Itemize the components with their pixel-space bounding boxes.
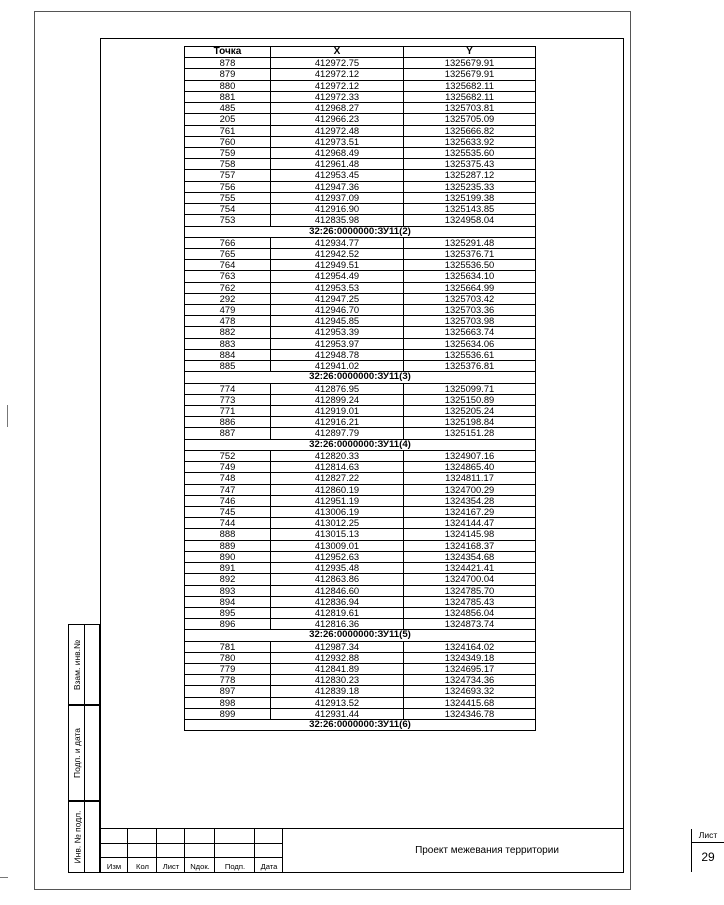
y-cell: 1324865.40	[404, 462, 536, 473]
point-cell: 885	[185, 361, 271, 372]
y-cell: 1325198.84	[404, 417, 536, 428]
x-cell: 412945.85	[271, 316, 404, 327]
x-cell: 412839.18	[271, 686, 404, 697]
table-row	[185, 338, 536, 349]
table-row	[185, 540, 536, 551]
x-cell: 412972.12	[271, 80, 404, 91]
y-cell: 1325682.11	[404, 91, 536, 102]
side-label-vzam	[70, 624, 84, 705]
x-cell: 412947.36	[271, 181, 404, 192]
table-header-row	[185, 47, 536, 58]
x-cell: 412942.52	[271, 248, 404, 259]
x-cell: 412827.22	[271, 473, 404, 484]
point-cell: 762	[185, 282, 271, 293]
point-cell: 895	[185, 607, 271, 618]
table-row	[185, 697, 536, 708]
x-cell: 412816.36	[271, 619, 404, 630]
section-header-row	[185, 439, 536, 450]
x-cell: 412952.63	[271, 551, 404, 562]
x-cell: 412987.34	[271, 641, 404, 652]
y-cell: 1324415.68	[404, 697, 536, 708]
table-row	[185, 248, 536, 259]
table-row	[185, 619, 536, 630]
x-cell: 412932.88	[271, 652, 404, 663]
tb-col-kol: Кол	[136, 862, 149, 871]
table-row	[185, 563, 536, 574]
table-row	[185, 428, 536, 439]
point-cell: 891	[185, 563, 271, 574]
table-row	[185, 282, 536, 293]
point-cell: 881	[185, 91, 271, 102]
y-cell: 1325205.24	[404, 406, 536, 417]
x-cell: 412961.48	[271, 159, 404, 170]
table-row	[185, 316, 536, 327]
x-cell: 412966.23	[271, 114, 404, 125]
x-cell: 413015.13	[271, 529, 404, 540]
section-title: 32:26:0000000:ЗУ11(6)	[185, 720, 536, 731]
x-cell: 412973.51	[271, 136, 404, 147]
section-header-row	[185, 372, 536, 383]
table-row	[185, 652, 536, 663]
y-cell: 1325663.74	[404, 327, 536, 338]
point-cell: 884	[185, 349, 271, 360]
table-row	[185, 136, 536, 147]
y-cell: 1325634.10	[404, 271, 536, 282]
sheet-number: 29	[701, 850, 715, 864]
x-cell: 412819.61	[271, 607, 404, 618]
x-cell: 412968.49	[271, 147, 404, 158]
section-header-row	[185, 630, 536, 641]
y-cell: 1324354.28	[404, 495, 536, 506]
x-cell: 412953.53	[271, 282, 404, 293]
y-cell: 1325703.42	[404, 293, 536, 304]
table-row	[185, 361, 536, 372]
point-cell: 894	[185, 596, 271, 607]
x-cell: 412972.75	[271, 58, 404, 69]
y-cell: 1324907.16	[404, 450, 536, 461]
x-cell: 412972.48	[271, 125, 404, 136]
section-title: 32:26:0000000:ЗУ11(3)	[185, 372, 536, 383]
y-cell: 1325376.71	[404, 248, 536, 259]
table-row	[185, 585, 536, 596]
inv-podl-label: Инв. № подл.	[72, 810, 83, 864]
point-cell: 779	[185, 664, 271, 675]
point-cell: 744	[185, 518, 271, 529]
y-cell: 1324354.68	[404, 551, 536, 562]
y-cell: 1324167.29	[404, 506, 536, 517]
table-row	[185, 708, 536, 719]
point-cell: 479	[185, 305, 271, 316]
y-cell: 1324700.04	[404, 574, 536, 585]
point-cell: 890	[185, 551, 271, 562]
point-cell: 893	[185, 585, 271, 596]
table-row	[185, 596, 536, 607]
table-row	[185, 260, 536, 271]
point-cell: 886	[185, 417, 271, 428]
table-row	[185, 406, 536, 417]
point-cell: 889	[185, 540, 271, 551]
point-cell: 756	[185, 181, 271, 192]
table-row	[185, 349, 536, 360]
x-cell: 412947.25	[271, 293, 404, 304]
y-cell: 1324145.98	[404, 529, 536, 540]
tb-col-podp: Подп.	[224, 862, 246, 871]
point-cell: 754	[185, 204, 271, 215]
y-cell: 1325199.38	[404, 192, 536, 203]
vzam-inv-label: Взам. инв.№	[72, 639, 82, 690]
y-cell: 1324144.47	[404, 518, 536, 529]
y-cell: 1325682.11	[404, 80, 536, 91]
tb-col-ndok: Nдок.	[190, 862, 210, 871]
point-cell: 892	[185, 574, 271, 585]
point-cell: 765	[185, 248, 271, 259]
point-cell: 749	[185, 462, 271, 473]
table-row	[185, 159, 536, 170]
x-cell: 412931.44	[271, 708, 404, 719]
y-cell: 1324734.36	[404, 675, 536, 686]
section-title: 32:26:0000000:ЗУ11(5)	[185, 630, 536, 641]
y-cell: 1324349.18	[404, 652, 536, 663]
y-cell: 1325633.92	[404, 136, 536, 147]
table-row	[185, 58, 536, 69]
y-cell: 1325143.85	[404, 204, 536, 215]
section-header-row	[185, 226, 536, 237]
point-cell: 887	[185, 428, 271, 439]
tb-col-data: Дата	[260, 862, 278, 871]
x-cell: 412899.24	[271, 394, 404, 405]
sheet-label: Лист	[692, 829, 724, 843]
x-cell: 412954.49	[271, 271, 404, 282]
point-cell: 771	[185, 406, 271, 417]
y-cell: 1324421.41	[404, 563, 536, 574]
point-cell: 898	[185, 697, 271, 708]
x-cell: 412953.39	[271, 327, 404, 338]
table-row	[185, 327, 536, 338]
y-cell: 1324856.04	[404, 607, 536, 618]
x-cell: 412972.12	[271, 69, 404, 80]
x-cell: 412935.48	[271, 563, 404, 574]
x-cell: 413009.01	[271, 540, 404, 551]
y-cell: 1325679.91	[404, 58, 536, 69]
point-cell: 766	[185, 237, 271, 248]
y-cell: 1324695.17	[404, 664, 536, 675]
table-row	[185, 462, 536, 473]
table-row	[185, 394, 536, 405]
x-cell: 412916.21	[271, 417, 404, 428]
point-cell: 746	[185, 495, 271, 506]
title-block	[100, 828, 718, 873]
point-cell: 778	[185, 675, 271, 686]
x-cell: 412919.01	[271, 406, 404, 417]
x-cell: 412941.02	[271, 361, 404, 372]
table-row	[185, 551, 536, 562]
point-cell: 780	[185, 652, 271, 663]
point-cell: 882	[185, 327, 271, 338]
x-cell: 412897.79	[271, 428, 404, 439]
y-cell: 1324346.78	[404, 708, 536, 719]
x-cell: 412876.95	[271, 383, 404, 394]
point-cell: 897	[185, 686, 271, 697]
y-cell: 1325705.09	[404, 114, 536, 125]
point-cell: 759	[185, 147, 271, 158]
tb-col-izm: Изм	[106, 862, 122, 871]
tb-col-list: Лист	[162, 862, 180, 871]
bottom-cut-mark	[0, 877, 8, 878]
point-cell: 205	[185, 114, 271, 125]
point-cell: 878	[185, 58, 271, 69]
table-body	[185, 58, 536, 731]
podp-data-label: Подп. и дата	[72, 727, 83, 779]
section-title: 32:26:0000000:ЗУ11(2)	[185, 226, 536, 237]
table-row	[185, 204, 536, 215]
y-cell: 1324873.74	[404, 619, 536, 630]
x-cell: 412937.09	[271, 192, 404, 203]
y-cell: 1325679.91	[404, 69, 536, 80]
point-cell: 763	[185, 271, 271, 282]
project-title: Проект межевания территории	[415, 845, 559, 856]
point-cell: 758	[185, 159, 271, 170]
y-cell: 1325150.89	[404, 394, 536, 405]
table-row	[185, 170, 536, 181]
point-cell: 761	[185, 125, 271, 136]
y-cell: 1325666.82	[404, 125, 536, 136]
y-cell: 1325375.43	[404, 159, 536, 170]
point-cell: 757	[185, 170, 271, 181]
y-cell: 1325703.81	[404, 103, 536, 114]
x-cell: 412968.27	[271, 103, 404, 114]
header-point: Точка	[185, 47, 271, 58]
y-cell: 1325703.98	[404, 316, 536, 327]
point-cell: 880	[185, 80, 271, 91]
x-cell: 412814.63	[271, 462, 404, 473]
x-cell: 412860.19	[271, 484, 404, 495]
point-cell: 752	[185, 450, 271, 461]
point-cell: 879	[185, 69, 271, 80]
y-cell: 1324785.43	[404, 596, 536, 607]
table-row	[185, 450, 536, 461]
table-row	[185, 495, 536, 506]
y-cell: 1325099.71	[404, 383, 536, 394]
binding-mark	[7, 405, 8, 427]
point-cell: 774	[185, 383, 271, 394]
point-cell: 888	[185, 529, 271, 540]
y-cell: 1325664.99	[404, 282, 536, 293]
y-cell: 1324700.29	[404, 484, 536, 495]
x-cell: 412836.94	[271, 596, 404, 607]
table-row	[185, 215, 536, 226]
table-row	[185, 237, 536, 248]
point-cell: 755	[185, 192, 271, 203]
y-cell: 1325536.50	[404, 260, 536, 271]
y-cell: 1325376.81	[404, 361, 536, 372]
table-row	[185, 114, 536, 125]
table-row	[185, 417, 536, 428]
x-cell: 412948.78	[271, 349, 404, 360]
table-row	[185, 125, 536, 136]
table-row	[185, 69, 536, 80]
table-row	[185, 383, 536, 394]
x-cell: 412863.86	[271, 574, 404, 585]
table-row	[185, 484, 536, 495]
y-cell: 1325287.12	[404, 170, 536, 181]
table-row	[185, 675, 536, 686]
x-cell: 412916.90	[271, 204, 404, 215]
table-row	[185, 518, 536, 529]
table-row	[185, 607, 536, 618]
table-row	[185, 664, 536, 675]
y-cell: 1325291.48	[404, 237, 536, 248]
y-cell: 1324811.17	[404, 473, 536, 484]
y-cell: 1325536.61	[404, 349, 536, 360]
y-cell: 1324958.04	[404, 215, 536, 226]
table-row	[185, 80, 536, 91]
x-cell: 412841.89	[271, 664, 404, 675]
x-cell: 412934.77	[271, 237, 404, 248]
x-cell: 413006.19	[271, 506, 404, 517]
x-cell: 412846.60	[271, 585, 404, 596]
point-cell: 747	[185, 484, 271, 495]
y-cell: 1325235.33	[404, 181, 536, 192]
y-cell: 1325703.36	[404, 305, 536, 316]
header-y: Y	[404, 47, 536, 58]
side-label-inv	[70, 801, 84, 873]
point-cell: 896	[185, 619, 271, 630]
x-cell: 412953.97	[271, 338, 404, 349]
table-row	[185, 147, 536, 158]
table-row	[185, 574, 536, 585]
point-cell: 745	[185, 506, 271, 517]
x-cell: 412946.70	[271, 305, 404, 316]
y-cell: 1325634.06	[404, 338, 536, 349]
y-cell: 1324168.37	[404, 540, 536, 551]
table-row	[185, 103, 536, 114]
x-cell: 412972.33	[271, 91, 404, 102]
header-x: X	[271, 47, 404, 58]
y-cell: 1324693.32	[404, 686, 536, 697]
point-cell: 760	[185, 136, 271, 147]
table-row	[185, 506, 536, 517]
x-cell: 412953.45	[271, 170, 404, 181]
y-cell: 1324785.70	[404, 585, 536, 596]
point-cell: 292	[185, 293, 271, 304]
table-row	[185, 686, 536, 697]
point-cell: 883	[185, 338, 271, 349]
x-cell: 412913.52	[271, 697, 404, 708]
section-title: 32:26:0000000:ЗУ11(4)	[185, 439, 536, 450]
table-row	[185, 91, 536, 102]
x-cell: 412951.19	[271, 495, 404, 506]
side-label-podp	[70, 705, 84, 801]
table-row	[185, 271, 536, 282]
x-cell: 413012.25	[271, 518, 404, 529]
x-cell: 412820.33	[271, 450, 404, 461]
table-row	[185, 192, 536, 203]
y-cell: 1325151.28	[404, 428, 536, 439]
point-cell: 748	[185, 473, 271, 484]
x-cell: 412949.51	[271, 260, 404, 271]
point-cell: 899	[185, 708, 271, 719]
table-row	[185, 305, 536, 316]
point-cell: 753	[185, 215, 271, 226]
point-cell: 485	[185, 103, 271, 114]
coordinates-table	[184, 46, 536, 731]
section-header-row	[185, 720, 536, 731]
point-cell: 773	[185, 394, 271, 405]
point-cell: 781	[185, 641, 271, 652]
table-row	[185, 181, 536, 192]
table-row	[185, 293, 536, 304]
x-cell: 412830.23	[271, 675, 404, 686]
table-row	[185, 641, 536, 652]
table-row	[185, 473, 536, 484]
point-cell: 764	[185, 260, 271, 271]
y-cell: 1325535.60	[404, 147, 536, 158]
table-row	[185, 529, 536, 540]
point-cell: 478	[185, 316, 271, 327]
x-cell: 412835.98	[271, 215, 404, 226]
y-cell: 1324164.02	[404, 641, 536, 652]
